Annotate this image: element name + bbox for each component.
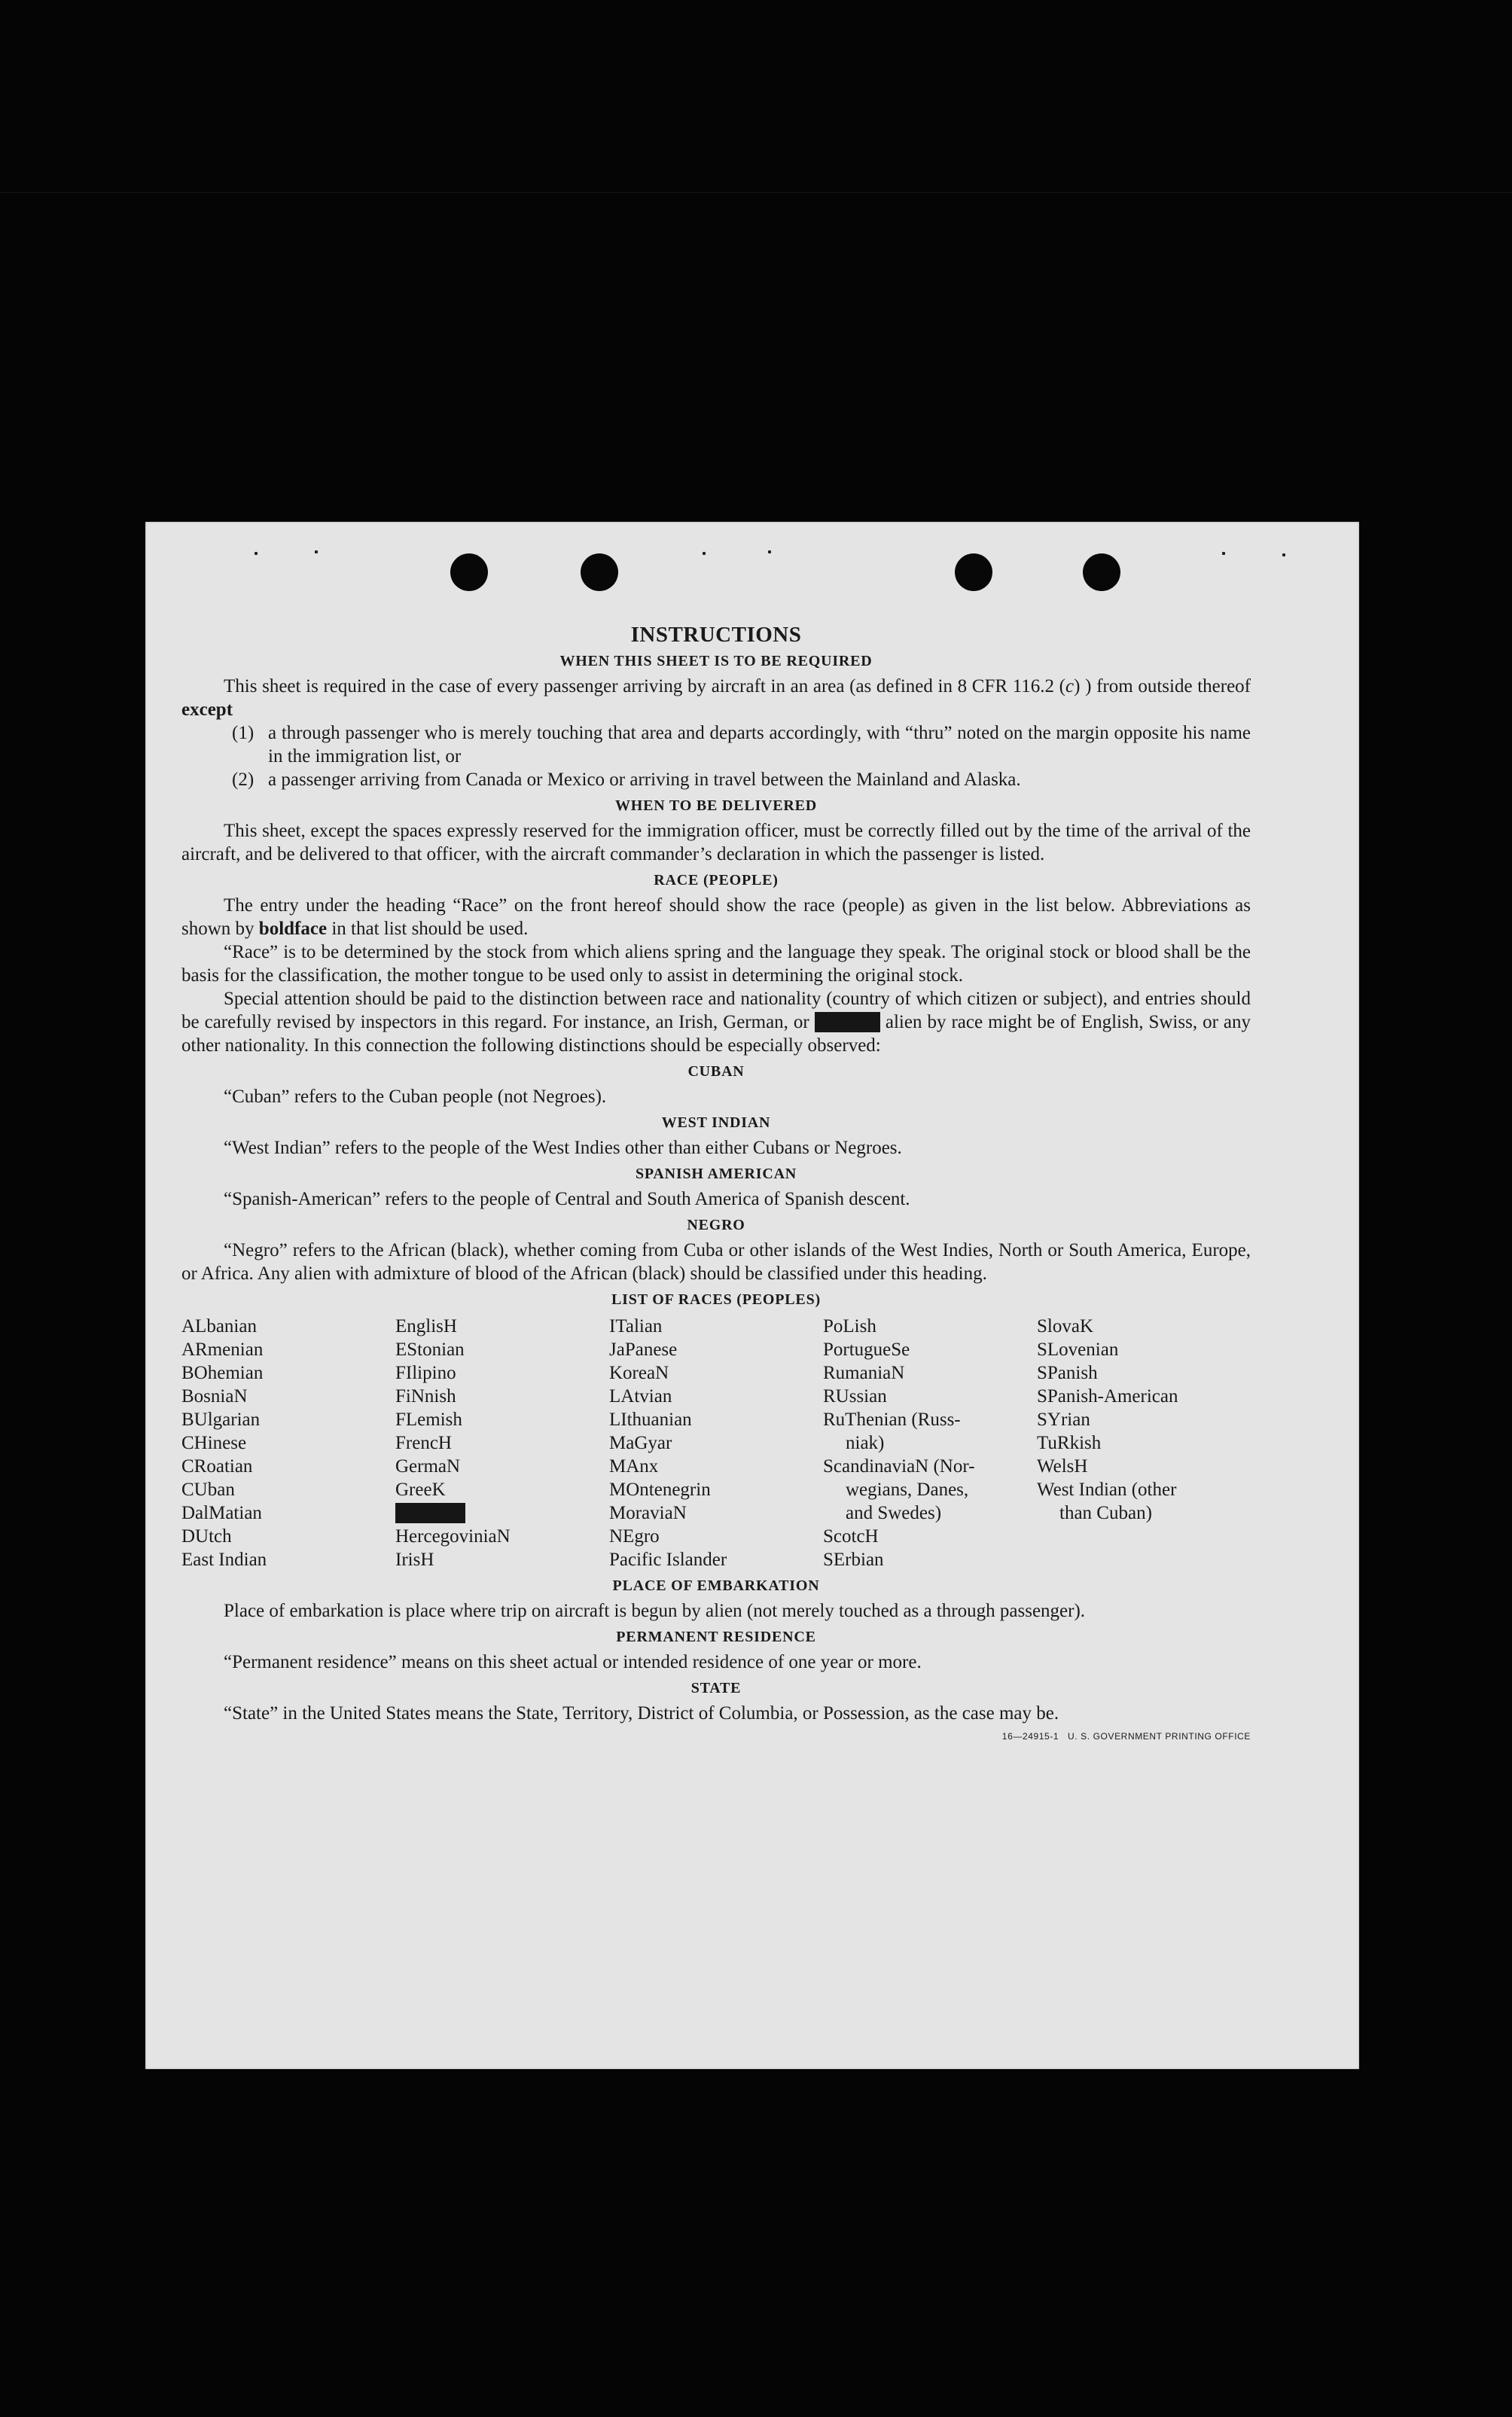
race-text: alien by race might be of English, Swiss, or any other nationality. In this connection the following distinctions should be especially observed:: [181, 1012, 1251, 1056]
item-number: (2): [232, 770, 255, 790]
speck: [255, 552, 258, 555]
race-entry: PoLish: [823, 1316, 876, 1337]
when-required-intro: [181, 675, 1251, 721]
intro-text: This sheet is required in the case of every passenger arriving by aircraft in an area (as defined in 8 CFR 116.2 (: [224, 676, 1066, 696]
race-entry: SYrian: [1037, 1410, 1090, 1430]
race-entry: CHinese: [181, 1433, 247, 1453]
punch-hole: [581, 553, 618, 591]
race-entry: RuThenian (Russ-: [823, 1410, 961, 1430]
race-entry: TuRkish: [1037, 1433, 1102, 1453]
race-entry: PortugueSe: [823, 1340, 910, 1360]
intro-subsection: c: [1065, 676, 1075, 696]
race-entry: MOntenegrin: [609, 1480, 711, 1500]
race-entry: HercegoviniaN: [395, 1526, 511, 1547]
negro-text: “Negro” refers to the African (black), whether coming from Cuba or other islands of the West Indies, North or South America, Europe, or Africa. Any alien with admixture of blood of the African (black) should be classified under this heading.: [181, 1240, 1251, 1284]
instructions-text: [181, 623, 1251, 1751]
race-entry: SErbian: [823, 1550, 884, 1570]
speck: [315, 550, 318, 553]
races-column: [181, 1315, 395, 1571]
heading-permanent-residence: PERMANENT RESIDENCE: [616, 1629, 816, 1645]
page-title: INSTRUCTIONS: [630, 623, 802, 647]
scan-artifact-line: [0, 192, 1512, 193]
spanish-american-text: “Spanish-American” refers to the people of Central and South America of Spanish descent.: [224, 1189, 910, 1209]
race-entry: CUban: [181, 1480, 235, 1500]
heading-cuban: CUBAN: [687, 1063, 745, 1080]
race-entry: GreeK: [395, 1480, 446, 1500]
race-bold-word: boldface: [258, 919, 328, 939]
redacted-word: Hebrew: [815, 1012, 880, 1032]
heading-spanish-american: SPANISH AMERICAN: [635, 1166, 797, 1182]
redacted-word: HebreW: [395, 1503, 465, 1523]
race-entry: RumaniaN: [823, 1363, 905, 1383]
races-column: [395, 1315, 609, 1571]
race-entry: SPanish: [1037, 1363, 1098, 1383]
race-entry: CRoatian: [181, 1456, 253, 1477]
race-entry: WelsH: [1037, 1456, 1088, 1477]
race-entry: KoreaN: [609, 1363, 669, 1383]
race-entry: EStonian: [395, 1340, 465, 1360]
races-column: [609, 1315, 823, 1571]
races-column: [823, 1315, 1037, 1571]
race-entry-continued: niak): [846, 1433, 885, 1453]
speck: [768, 550, 771, 553]
races-list: [181, 1315, 1251, 1571]
race-entry: DUtch: [181, 1526, 232, 1547]
cuban-text: “Cuban” refers to the Cuban people (not Negroes).: [224, 1087, 607, 1107]
intro-except: except: [181, 699, 233, 720]
punch-hole: [955, 553, 992, 591]
west-indian-text: “West Indian” refers to the people of the West Indies other than either Cubans or Negroes.: [224, 1138, 902, 1158]
race-entry-redacted: [395, 1501, 609, 1525]
race-entry: ScotcH: [823, 1526, 879, 1547]
embarkation-text: Place of embarkation is place where trip on aircraft is begun by alien (not merely touched as a through passenger).: [224, 1601, 1086, 1621]
race-entry: West Indian (other: [1037, 1480, 1177, 1500]
heading-list-of-races: LIST OF RACES (PEOPLES): [611, 1291, 821, 1308]
race-entry: ALbanian: [181, 1316, 257, 1337]
print-imprint: [1002, 1725, 1251, 1751]
race-entry: NEgro: [609, 1526, 660, 1547]
speck: [703, 552, 706, 555]
race-entry: BosniaN: [181, 1386, 248, 1407]
heading-race: RACE (PEOPLE): [654, 872, 779, 888]
race-paragraph-2: “Race” is to be determined by the stock from which aliens spring and the language they speak. The original stock or blood shall be the basis for the classification, the mother tongue to be used only to assist in determining the original stock.: [181, 942, 1251, 986]
race-entry: SPanish-American: [1037, 1386, 1178, 1407]
race-entry: BOhemian: [181, 1363, 264, 1383]
footer: [181, 1725, 1251, 1751]
race-entry: IrisH: [395, 1550, 434, 1570]
list-item: [232, 768, 1251, 791]
race-entry: EnglisH: [395, 1316, 457, 1337]
race-entry: JaPanese: [609, 1340, 678, 1360]
races-column: [1037, 1315, 1251, 1571]
item-text: a through passenger who is merely touching that area and departs accordingly, with “thru” noted on the margin opposite his name in the immigration list, or: [268, 723, 1251, 767]
heading-when-delivered: WHEN TO BE DELIVERED: [614, 797, 818, 814]
race-entry: GermaN: [395, 1456, 461, 1477]
race-entry: Pacific Islander: [609, 1550, 727, 1570]
race-entry: LAtvian: [609, 1386, 672, 1407]
race-entry: ARmenian: [181, 1340, 264, 1360]
race-text: Special attention should be paid to the distinction between race and nationality (country of which citizen or subject), and entries should be carefully revised by inspectors in this regard. For instance, an Irish, German, or: [181, 989, 1251, 1032]
race-paragraph-3: [181, 987, 1251, 1057]
race-entry: FrencH: [395, 1433, 452, 1453]
race-entry-continued: than Cuban): [1059, 1503, 1152, 1523]
race-entry: East Indian: [181, 1550, 267, 1570]
heading-embarkation: PLACE OF EMBARKATION: [612, 1577, 820, 1594]
instruction-sheet: [145, 522, 1359, 2069]
race-entry: SLovenian: [1037, 1340, 1119, 1360]
residence-text: “Permanent residence” means on this sheet actual or intended residence of one year or more.: [224, 1652, 922, 1672]
race-entry: FIlipino: [395, 1363, 456, 1383]
item-number: (1): [232, 723, 255, 743]
form-number: 16—24915-1: [1001, 1731, 1059, 1742]
heading-west-indian: WEST INDIAN: [661, 1114, 771, 1131]
heading-when-required: WHEN THIS SHEET IS TO BE REQUIRED: [559, 653, 873, 669]
punch-hole: [450, 553, 488, 591]
when-delivered-text: This sheet, except the spaces expressly reserved for the immigration officer, must be correctly filled out by the time of the arrival of the aircraft, and be delivered to that officer, with the aircraft commander’s declaration in which the passenger is listed.: [181, 821, 1251, 864]
speck: [1282, 553, 1285, 556]
race-paragraph-1: [181, 894, 1251, 940]
race-entry: LIthuanian: [609, 1410, 692, 1430]
item-text: a passenger arriving from Canada or Mexico or arriving in travel between the Mainland and Alaska.: [268, 770, 1021, 790]
race-entry: ScandinaviaN (Nor-: [823, 1456, 975, 1477]
state-text: “State” in the United States means the State, Territory, District of Columbia, or Possession, as the case may be.: [224, 1703, 1059, 1724]
race-entry: SlovaK: [1037, 1316, 1093, 1337]
race-entry: MoraviaN: [609, 1503, 687, 1523]
race-entry: DalMatian: [181, 1503, 262, 1523]
race-entry: FiNnish: [395, 1386, 456, 1407]
race-entry: ITalian: [609, 1316, 663, 1337]
race-text: The entry under the heading “Race” on the front hereof should show the race (people) as given in the list below. Abbreviations as shown by: [181, 895, 1251, 939]
speck: [1222, 552, 1225, 555]
heading-negro: NEGRO: [687, 1217, 745, 1233]
list-item: [232, 721, 1251, 768]
race-entry: FLemish: [395, 1410, 462, 1430]
race-entry: MAnx: [609, 1456, 659, 1477]
heading-state: STATE: [690, 1680, 742, 1696]
race-entry: BUlgarian: [181, 1410, 261, 1430]
race-text: in that list should be used.: [327, 919, 529, 939]
race-entry-continued: and Swedes): [846, 1503, 942, 1523]
punch-hole: [1083, 553, 1120, 591]
race-entry: MaGyar: [609, 1433, 672, 1453]
intro-text: ) ) from outside thereof: [1074, 676, 1251, 696]
race-entry-continued: wegians, Danes,: [846, 1480, 969, 1500]
printer-imprint: U. S. GOVERNMENT PRINTING OFFICE: [1068, 1731, 1251, 1742]
race-entry: RUssian: [823, 1386, 887, 1407]
